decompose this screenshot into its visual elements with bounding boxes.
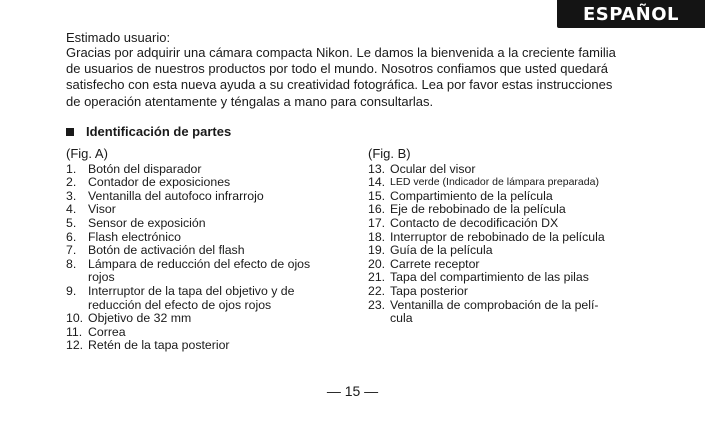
list-item xyxy=(66,231,356,245)
item-number: 12. xyxy=(66,338,84,353)
item-number: 5. xyxy=(66,215,77,230)
item-text: Interruptor de la tapa del objetivo y de xyxy=(88,283,295,298)
greeting: Estimado usuario: xyxy=(66,30,171,45)
item-number: 4. xyxy=(66,202,77,217)
item-number: 22. xyxy=(368,283,386,298)
item-number: 20. xyxy=(368,256,386,271)
item-text: Ocular del visor xyxy=(390,161,476,176)
item-number: 23. xyxy=(368,297,386,312)
list-item xyxy=(66,203,356,217)
list-item xyxy=(368,271,678,285)
list-item xyxy=(66,258,356,285)
item-text: Sensor de exposición xyxy=(88,215,206,230)
item-text: Carrete receptor xyxy=(390,256,480,271)
list-item xyxy=(368,176,678,190)
item-text: Lámpara de reducción del efecto de ojos xyxy=(88,256,311,271)
item-text: cula xyxy=(390,311,413,326)
list-item xyxy=(368,217,678,231)
item-number: 19. xyxy=(368,243,386,258)
item-number: 1. xyxy=(66,161,77,176)
list-item xyxy=(66,285,356,312)
item-text: Objetivo de 32 mm xyxy=(88,311,192,326)
list-item xyxy=(368,299,678,326)
list-item xyxy=(368,285,678,299)
list-item xyxy=(368,244,678,258)
list-item xyxy=(66,244,356,258)
item-number: 8. xyxy=(66,256,77,271)
item-number: 18. xyxy=(368,229,386,244)
parts-list-fig-b xyxy=(368,147,678,326)
item-number: 7. xyxy=(66,243,77,258)
item-number: 16. xyxy=(368,202,386,217)
section-heading-text: Identificación de partes xyxy=(86,124,232,139)
item-number: 15. xyxy=(368,188,386,203)
list-item xyxy=(66,339,356,353)
item-text: Interruptor de rebobinado de la película xyxy=(390,229,605,244)
section-heading xyxy=(66,124,231,139)
item-number: 6. xyxy=(66,229,77,244)
item-text: Tapa del compartimiento de las pilas xyxy=(390,270,589,285)
list-item xyxy=(66,176,356,190)
item-text: Botón de activación del flash xyxy=(88,243,245,258)
item-text: Ventanilla del autofoco infrarrojo xyxy=(88,188,264,203)
list-item xyxy=(368,163,678,177)
item-text: Eje de rebobinado de la película xyxy=(390,202,566,217)
item-text: Compartimiento de la película xyxy=(390,188,553,203)
item-text: Contador de exposiciones xyxy=(88,175,231,190)
list-item xyxy=(368,203,678,217)
item-number: 9. xyxy=(66,283,77,298)
item-number: 21. xyxy=(368,270,386,285)
item-text: Tapa posterior xyxy=(390,283,468,298)
intro-line: de usuarios de nuestros productos por todo el mundo. Nosotros confiamos que usted quedará xyxy=(66,61,609,77)
list-item xyxy=(66,217,356,231)
item-text: Visor xyxy=(88,202,116,217)
item-text: Flash electrónico xyxy=(88,229,181,244)
list-item xyxy=(66,190,356,204)
item-number: 11. xyxy=(66,324,83,339)
page-number: — 15 — xyxy=(326,383,379,399)
item-number: 13. xyxy=(368,161,386,176)
item-number: 10. xyxy=(66,311,84,326)
fig-a-label: (Fig. A) xyxy=(66,146,108,161)
item-text: Correa xyxy=(88,324,126,339)
list-item xyxy=(368,258,678,272)
item-text: Contacto de decodificación DX xyxy=(390,215,559,230)
list-item xyxy=(368,190,678,204)
parts-list-fig-a xyxy=(66,147,356,353)
language-tab: ESPAÑOL xyxy=(557,0,705,28)
item-number: 3. xyxy=(66,188,77,203)
fig-b-label: (Fig. B) xyxy=(368,146,411,161)
item-number: 2. xyxy=(66,175,77,190)
intro-line: Gracias por adquirir una cámara compacta Nikon. Le damos la bienvenida a la creciente familia xyxy=(66,45,616,60)
item-number: 17. xyxy=(368,215,386,230)
item-number: 14. xyxy=(368,175,386,190)
list-item xyxy=(66,163,356,177)
list-item xyxy=(368,231,678,245)
item-text: Ventanilla de comprobación de la pelí- xyxy=(390,297,599,312)
list-item xyxy=(66,326,356,340)
square-bullet-icon xyxy=(66,128,74,136)
item-text: reducción del efecto de ojos rojos xyxy=(88,297,272,312)
item-text: LED verde (Indicador de lámpara preparada) xyxy=(390,176,599,189)
list-item xyxy=(66,312,356,326)
item-text: Guía de la película xyxy=(390,243,493,258)
item-text: Botón del disparador xyxy=(88,161,202,176)
intro-paragraph xyxy=(66,45,646,110)
intro-line: satisfecho con esta nueva ayuda a su creatividad fotográfica. Lea por favor estas instrucciones xyxy=(66,77,613,93)
intro-line: de operación atentamente y téngalas a mano para consultarlas. xyxy=(66,93,434,109)
item-text: Retén de la tapa posterior xyxy=(88,338,230,353)
item-text: rojos xyxy=(88,270,115,285)
